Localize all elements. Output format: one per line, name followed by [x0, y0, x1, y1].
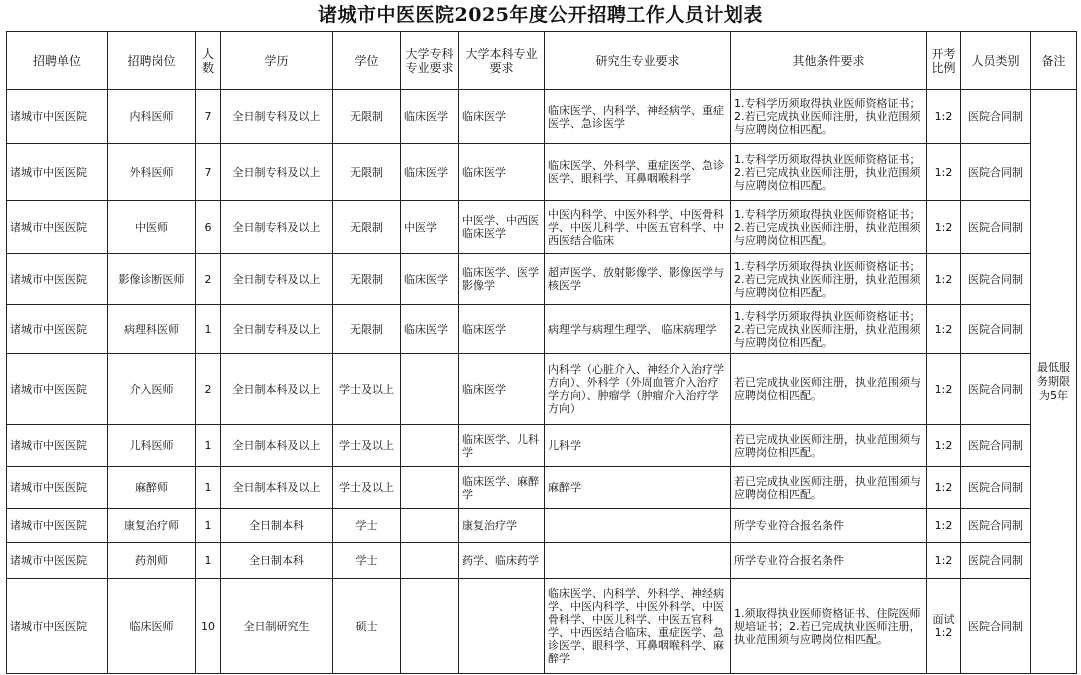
- cell-staff-type: 医院合同制: [961, 201, 1031, 254]
- cell-unit: 诸城市中医医院: [7, 201, 108, 254]
- cell-staff-type: 医院合同制: [961, 90, 1031, 144]
- cell-staff-type: 医院合同制: [961, 144, 1031, 201]
- cell-count: 1: [196, 305, 221, 354]
- table-row: [7, 201, 1077, 254]
- cell-ratio: 1:2: [927, 90, 961, 144]
- table-body: [7, 90, 1077, 674]
- table-row: [7, 90, 1077, 144]
- header-row: [7, 32, 1077, 90]
- cell-junior-major: [401, 354, 459, 425]
- cell-position: 外科医师: [108, 144, 196, 201]
- cell-junior-major: [401, 467, 459, 509]
- cell-bachelor-major: 药学、临床药学: [459, 543, 545, 579]
- cell-degree: 无限制: [333, 254, 401, 305]
- cell-ratio: 1:2: [927, 467, 961, 509]
- cell-bachelor-major: 康复治疗学: [459, 509, 545, 543]
- cell-ratio: 1:2: [927, 543, 961, 579]
- cell-unit: 诸城市中医医院: [7, 305, 108, 354]
- cell-count: 6: [196, 201, 221, 254]
- cell-unit: 诸城市中医医院: [7, 144, 108, 201]
- header-remark: 备注: [1031, 32, 1077, 90]
- cell-unit: 诸城市中医医院: [7, 354, 108, 425]
- header-position: 招聘岗位: [108, 32, 196, 90]
- header-staff-type: 人员类别: [961, 32, 1031, 90]
- cell-unit: 诸城市中医医院: [7, 543, 108, 579]
- cell-education: 全日制本科: [221, 509, 333, 543]
- cell-count: 1: [196, 509, 221, 543]
- cell-count: 1: [196, 543, 221, 579]
- cell-junior-major: [401, 425, 459, 467]
- table-row: [7, 425, 1077, 467]
- cell-staff-type: 医院合同制: [961, 543, 1031, 579]
- cell-other: 1.专科学历须取得执业医师资格证书；2.若已完成执业医师注册，执业范围须与应聘岗位相匹配。: [731, 254, 927, 305]
- cell-grad-major: 麻醉学: [545, 467, 731, 509]
- cell-education: 全日制本科及以上: [221, 354, 333, 425]
- cell-bachelor-major: 临床医学: [459, 90, 545, 144]
- cell-count: 2: [196, 254, 221, 305]
- cell-grad-major: 临床医学、内科学、神经病学、重症医学、急诊医学: [545, 90, 731, 144]
- cell-remark: 最低服务期限为5年: [1031, 90, 1077, 674]
- recruitment-plan-table: [6, 31, 1077, 674]
- cell-grad-major: 内科学（心脏介入、神经介入治疗学方向）、外科学（外周血管介入治疗学方向）、肿瘤学（肿瘤介入治疗学方向）: [545, 354, 731, 425]
- cell-degree: 无限制: [333, 305, 401, 354]
- header-degree: 学位: [333, 32, 401, 90]
- cell-degree: 无限制: [333, 144, 401, 201]
- cell-count: 1: [196, 467, 221, 509]
- cell-ratio: 1:2: [927, 305, 961, 354]
- header-junior-major: 大学专科专业要求: [401, 32, 459, 90]
- cell-bachelor-major: 临床医学: [459, 144, 545, 201]
- cell-bachelor-major: 临床医学: [459, 354, 545, 425]
- cell-grad-major: 中医内科学、中医外科学、中医骨科学、中医儿科学、中医五官科学、中西医结合临床: [545, 201, 731, 254]
- cell-grad-major: 病理学与病理生理学、 临床病理学: [545, 305, 731, 354]
- table-row: [7, 305, 1077, 354]
- cell-degree: 学士及以上: [333, 354, 401, 425]
- cell-staff-type: 医院合同制: [961, 579, 1031, 674]
- cell-ratio: 1:2: [927, 354, 961, 425]
- cell-unit: 诸城市中医医院: [7, 579, 108, 674]
- table-row: [7, 509, 1077, 543]
- cell-count: 7: [196, 144, 221, 201]
- cell-staff-type: 医院合同制: [961, 467, 1031, 509]
- cell-bachelor-major: 中医学、中西医临床医学: [459, 201, 545, 254]
- header-ratio: 开考比例: [927, 32, 961, 90]
- header-bachelor-major: 大学本科专业要求: [459, 32, 545, 90]
- cell-position: 介入医师: [108, 354, 196, 425]
- cell-staff-type: 医院合同制: [961, 254, 1031, 305]
- cell-degree: 无限制: [333, 201, 401, 254]
- cell-grad-major: 临床医学、内科学、外科学、神经病学、中医内科学、中医外科学、中医骨科学、中医儿科学、中医五官科学、中西医结合临床、重症医学、急诊医学、眼科学、耳鼻咽喉科学、麻醉学: [545, 579, 731, 674]
- cell-other: 若已完成执业医师注册，执业范围须与应聘岗位相匹配。: [731, 354, 927, 425]
- cell-other: 1.专科学历须取得执业医师资格证书；2.若已完成执业医师注册，执业范围须与应聘岗位相匹配。: [731, 305, 927, 354]
- cell-count: 2: [196, 354, 221, 425]
- cell-count: 7: [196, 90, 221, 144]
- cell-degree: 学士及以上: [333, 425, 401, 467]
- cell-ratio: 1:2: [927, 425, 961, 467]
- cell-junior-major: 临床医学: [401, 305, 459, 354]
- cell-ratio: 1:2: [927, 254, 961, 305]
- cell-education: 全日制专科及以上: [221, 144, 333, 201]
- header-other: 其他条件要求: [731, 32, 927, 90]
- cell-unit: 诸城市中医医院: [7, 467, 108, 509]
- table-row: [7, 254, 1077, 305]
- cell-staff-type: 医院合同制: [961, 425, 1031, 467]
- cell-bachelor-major: 临床医学、医学影像学: [459, 254, 545, 305]
- cell-degree: 硕士: [333, 579, 401, 674]
- cell-staff-type: 医院合同制: [961, 509, 1031, 543]
- cell-position: 儿科医师: [108, 425, 196, 467]
- cell-ratio: 1:2: [927, 144, 961, 201]
- cell-ratio: 1:2: [927, 201, 961, 254]
- header-grad-major: 研究生专业要求: [545, 32, 731, 90]
- cell-other: 1.专科学历须取得执业医师资格证书；2.若已完成执业医师注册，执业范围须与应聘岗位相匹配。: [731, 90, 927, 144]
- cell-other: 1.专科学历须取得执业医师资格证书；2.若已完成执业医师注册，执业范围须与应聘岗位相匹配。: [731, 144, 927, 201]
- cell-other: 1.须取得执业医师资格证书、住院医师规培证书；2.若已完成执业医师注册，执业范围须与应聘岗位相匹配。: [731, 579, 927, 674]
- cell-ratio: 面试1:2: [927, 579, 961, 674]
- cell-junior-major: [401, 579, 459, 674]
- cell-staff-type: 医院合同制: [961, 305, 1031, 354]
- cell-degree: 无限制: [333, 90, 401, 144]
- cell-count: 1: [196, 425, 221, 467]
- cell-position: 病理科医师: [108, 305, 196, 354]
- header-unit: 招聘单位: [7, 32, 108, 90]
- cell-other: 1.专科学历须取得执业医师资格证书；2.若已完成执业医师注册，执业范围须与应聘岗位相匹配。: [731, 201, 927, 254]
- cell-unit: 诸城市中医医院: [7, 254, 108, 305]
- cell-position: 内科医师: [108, 90, 196, 144]
- cell-other: 所学专业符合报名条件: [731, 543, 927, 579]
- cell-education: 全日制专科及以上: [221, 201, 333, 254]
- cell-education: 全日制研究生: [221, 579, 333, 674]
- header-count: 人数: [196, 32, 221, 90]
- cell-bachelor-major: 临床医学: [459, 305, 545, 354]
- cell-grad-major: 临床医学、外科学、重症医学、急诊医学、眼科学、耳鼻咽喉科学: [545, 144, 731, 201]
- header-education: 学历: [221, 32, 333, 90]
- cell-position: 药剂师: [108, 543, 196, 579]
- cell-other: 若已完成执业医师注册，执业范围须与应聘岗位相匹配。: [731, 467, 927, 509]
- cell-junior-major: 临床医学: [401, 90, 459, 144]
- cell-junior-major: [401, 509, 459, 543]
- table-row: [7, 543, 1077, 579]
- cell-unit: 诸城市中医医院: [7, 90, 108, 144]
- cell-unit: 诸城市中医医院: [7, 509, 108, 543]
- cell-staff-type: 医院合同制: [961, 354, 1031, 425]
- cell-position: 康复治疗师: [108, 509, 196, 543]
- cell-junior-major: 中医学: [401, 201, 459, 254]
- cell-bachelor-major: 临床医学、麻醉学: [459, 467, 545, 509]
- cell-junior-major: 临床医学: [401, 144, 459, 201]
- table-row: [7, 467, 1077, 509]
- cell-degree: 学士及以上: [333, 467, 401, 509]
- cell-bachelor-major: [459, 579, 545, 674]
- cell-education: 全日制专科及以上: [221, 305, 333, 354]
- table-row: [7, 354, 1077, 425]
- cell-position: 中医师: [108, 201, 196, 254]
- cell-grad-major: 儿科学: [545, 425, 731, 467]
- cell-degree: 学士: [333, 509, 401, 543]
- table-row: [7, 144, 1077, 201]
- cell-grad-major: [545, 509, 731, 543]
- page-title: 诸城市中医医院2025年度公开招聘工作人员计划表: [318, 4, 763, 26]
- cell-position: 麻醉师: [108, 467, 196, 509]
- cell-education: 全日制专科及以上: [221, 90, 333, 144]
- cell-grad-major: 超声医学、放射影像学、影像医学与核医学: [545, 254, 731, 305]
- cell-education: 全日制本科及以上: [221, 467, 333, 509]
- cell-grad-major: [545, 543, 731, 579]
- cell-unit: 诸城市中医医院: [7, 425, 108, 467]
- cell-other: 所学专业符合报名条件: [731, 509, 927, 543]
- cell-ratio: 1:2: [927, 509, 961, 543]
- cell-position: 影像诊断医师: [108, 254, 196, 305]
- cell-count: 10: [196, 579, 221, 674]
- table-row: [7, 579, 1077, 674]
- cell-education: 全日制本科及以上: [221, 425, 333, 467]
- cell-education: 全日制专科及以上: [221, 254, 333, 305]
- cell-degree: 学士: [333, 543, 401, 579]
- cell-education: 全日制本科: [221, 543, 333, 579]
- cell-position: 临床医师: [108, 579, 196, 674]
- cell-junior-major: 临床医学: [401, 254, 459, 305]
- cell-junior-major: [401, 543, 459, 579]
- cell-bachelor-major: 临床医学、儿科学: [459, 425, 545, 467]
- cell-other: 若已完成执业医师注册，执业范围须与应聘岗位相匹配。: [731, 425, 927, 467]
